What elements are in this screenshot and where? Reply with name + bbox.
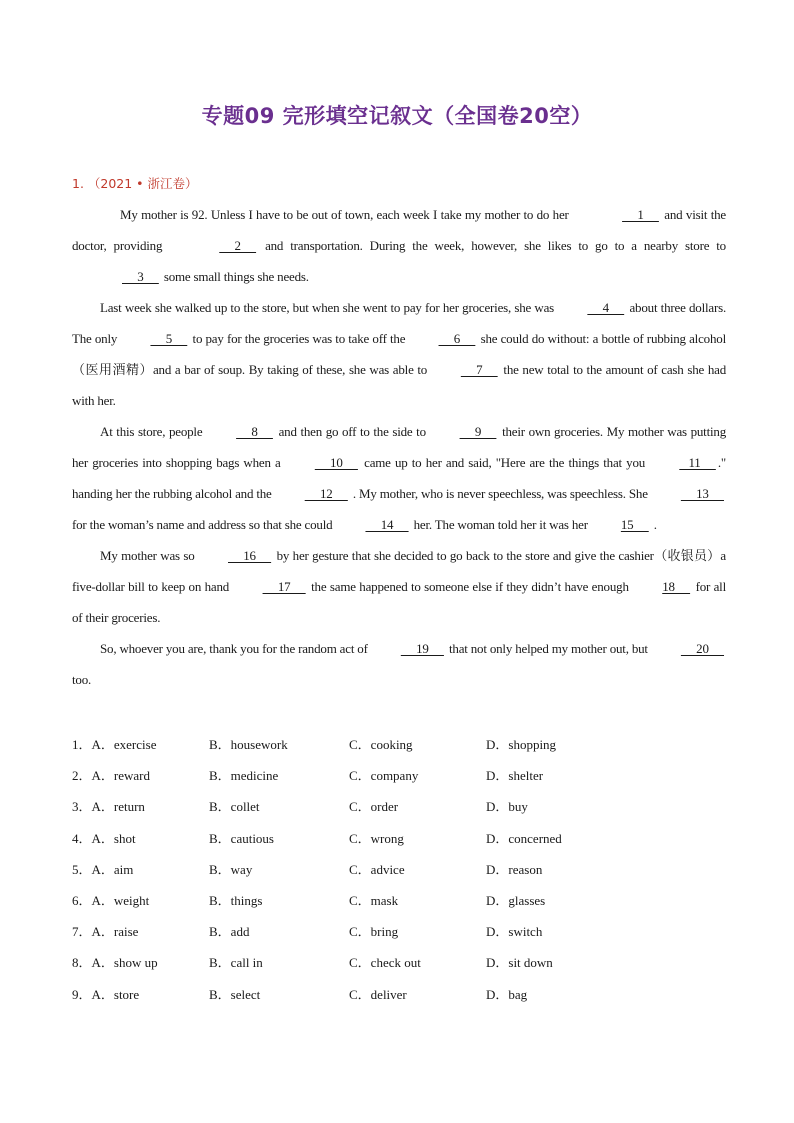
option-b: B．things	[209, 892, 263, 908]
option-d: D．glasses	[486, 892, 546, 908]
option-row	[72, 760, 732, 791]
passage-text: My mother was so	[100, 548, 198, 563]
passage-text: came up to her and said, "Here are the things that you	[359, 455, 650, 470]
option-a: 1．A．exercise	[72, 737, 157, 752]
passage-text: Last week she walked up to the store, but when she went to pay for her groceries, she was	[100, 300, 558, 315]
blank: 17	[262, 579, 306, 594]
option-c: C．wrong	[349, 830, 404, 846]
blank: 2	[219, 238, 257, 253]
option-row	[72, 729, 732, 760]
option-d: D．buy	[486, 799, 528, 815]
passage-text: So, whoever you are, thank you for the random act of	[100, 641, 371, 656]
option-a: 5．A．aim	[72, 861, 134, 877]
passage-text: . My mother, who is never speechless, was speechless. She	[349, 486, 651, 501]
option-row	[72, 947, 732, 978]
option-d: D．sit down	[486, 955, 553, 971]
passage-text: and visit the doctor, providing	[72, 207, 726, 253]
passage-text: she could do without: a bottle of rubbing alcohol（医用酒精）and a bar of soup. By taking of these, she was able to	[72, 331, 726, 377]
option-d: D．shopping	[486, 737, 557, 752]
blank: 14	[365, 517, 409, 532]
option-c: C．bring	[349, 924, 399, 940]
option-d: D．shelter	[486, 768, 544, 784]
option-a: 2．A．reward	[72, 768, 150, 784]
passage-text: their own groceries. My mother was putting her groceries into shopping bags when a	[72, 424, 726, 470]
passage-text: My mother is 92. Unless I have to be out of town, each week I take my mother to do her	[120, 207, 573, 222]
page-title: 专题09 完形填空记叙文（全国卷20空）	[201, 104, 593, 128]
option-d: D．switch	[486, 924, 543, 940]
passage-text: and then go off to the side to	[274, 424, 430, 439]
option-a: 7．A．raise	[72, 924, 139, 940]
passage-text: that not only helped my mother out, but	[445, 641, 651, 656]
passage-text: too.	[72, 672, 92, 687]
passage-text: ." handing her the rubbing alcohol and the	[72, 455, 726, 501]
passage-text: her. The woman told her it was her	[410, 517, 591, 532]
blank: 13	[680, 486, 724, 501]
blank: 1	[622, 207, 659, 222]
option-a: 8．A．show up	[72, 955, 158, 971]
blank: 6	[438, 331, 476, 346]
option-row	[72, 979, 732, 1010]
blank: 20	[680, 641, 725, 656]
option-a: 4．A．shot	[72, 830, 136, 846]
option-a: 6．A．weight	[72, 892, 150, 908]
blank: 4	[587, 300, 625, 315]
passage-text: and transportation. During the week, however, she likes to go to a nearby store to	[258, 238, 726, 253]
option-b: B．housework	[209, 737, 288, 752]
option-d: D．bag	[486, 986, 528, 1002]
blank: 12	[304, 486, 348, 501]
question-source: 1. （2021 • 浙江卷）	[72, 176, 198, 191]
blank: 9	[459, 424, 497, 439]
passage-paragraph	[72, 199, 726, 292]
option-c: C．deliver	[349, 986, 407, 1002]
option-c: C．cooking	[349, 737, 413, 752]
option-c: C．order	[349, 799, 399, 815]
passage-text: At this store, people	[100, 424, 207, 439]
blank: 8	[236, 424, 273, 439]
option-c: C．advice	[349, 861, 405, 877]
option-a: 3．A．return	[72, 799, 145, 815]
option-b: B．collet	[209, 799, 260, 815]
option-d: D．reason	[486, 861, 543, 877]
blank: 10	[314, 455, 358, 470]
blank: 15	[620, 517, 649, 532]
option-d: D．concerned	[486, 830, 562, 846]
option-row	[72, 791, 732, 822]
option-b: B．select	[209, 986, 261, 1002]
passage-text: .	[650, 517, 657, 532]
answer-options	[72, 729, 732, 1010]
passage-text: some small things she needs.	[160, 269, 309, 284]
passage-text: for all of their groceries.	[72, 579, 726, 625]
passage-text: about three dollars. The only	[72, 300, 727, 346]
option-c: C．company	[349, 768, 419, 784]
blank: 11	[679, 455, 716, 470]
option-row	[72, 854, 732, 885]
option-a: 9．A．store	[72, 986, 140, 1002]
option-b: B．call in	[209, 955, 263, 971]
option-c: C．check out	[349, 955, 421, 971]
option-row	[72, 885, 732, 916]
passage-paragraph	[72, 292, 726, 416]
option-b: B．cautious	[209, 830, 274, 846]
passage-text: for the woman’s name and address so that she could	[72, 517, 336, 532]
blank: 19	[400, 641, 444, 656]
cloze-passage	[72, 199, 726, 695]
blank: 5	[150, 331, 188, 346]
blank: 16	[228, 548, 272, 563]
option-row	[72, 916, 732, 947]
passage-paragraph	[72, 633, 726, 695]
passage-text: by her gesture that she decided to go back to the store and give the cashier（收银员）a five-dollar bill to keep on hand	[72, 548, 726, 594]
passage-text: the new total to the amount of cash she had with her.	[72, 362, 726, 408]
option-b: B．medicine	[209, 768, 279, 784]
option-row	[72, 823, 732, 854]
option-b: B．way	[209, 861, 253, 877]
option-b: B．add	[209, 924, 250, 940]
passage-paragraph	[72, 540, 726, 633]
blank: 3	[122, 269, 159, 284]
passage-paragraph	[72, 416, 726, 540]
blank: 7	[460, 362, 498, 377]
passage-text: to pay for the groceries was to take off the	[189, 331, 409, 346]
passage-text: the same happened to someone else if they didn’t have enough	[307, 579, 633, 594]
option-c: C．mask	[349, 892, 399, 908]
blank: 18	[662, 579, 691, 594]
